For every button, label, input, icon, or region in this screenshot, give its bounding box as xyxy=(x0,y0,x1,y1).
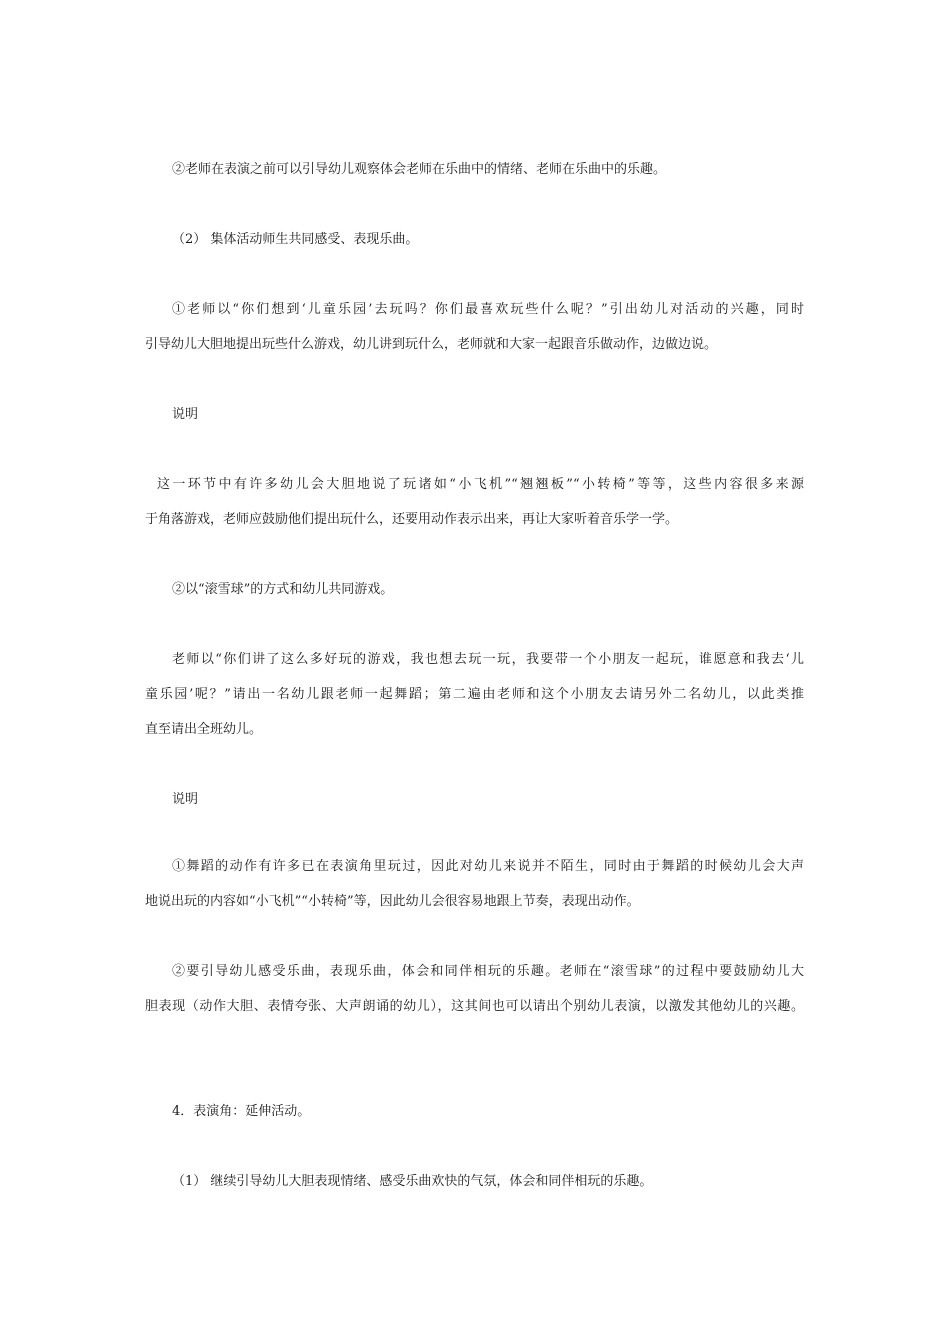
note-label-1: 说明 xyxy=(172,407,199,422)
note-2-point-2-line-2: 胆表现（动作大胆、表情夸张、大声朗诵的幼儿），这其间也可以请出个别幼儿表演，以激发其他幼儿的兴趣。 xyxy=(145,999,804,1014)
paragraph-step-2-observe: ②老师在表演之前可以引导幼儿观察体会老师在乐曲中的情绪、老师在乐曲中的乐趣。 xyxy=(172,162,667,177)
paragraph-teacher-line-1: 老师以“你们讲了这么多好玩的游戏，我也想去玩一玩，我要带一个小朋友一起玩，谁愿意和我去‘儿 xyxy=(172,652,804,667)
paragraph-step-1-line-1: ①老师以“你们想到‘儿童乐园’去玩吗？你们最喜欢玩些什么呢？”引出幼儿对活动的兴趣，同时 xyxy=(172,302,804,317)
note-1-line-1: 这一环节中有许多幼儿会大胆地说了玩诸如“小飞机”“翘翘板”“小转椅”等等，这些内容很多来源 xyxy=(157,477,804,492)
paragraph-teacher-line-3: 直至请出全班幼儿。 xyxy=(145,722,263,737)
note-1-line-2: 于角落游戏，老师应鼓励他们提出玩什么，还要用动作表示出来，再让大家听着音乐学一学。 xyxy=(145,512,679,527)
note-2-point-1-line-1: ①舞蹈的动作有许多已在表演角里玩过，因此对幼儿来说并不陌生，同时由于舞蹈的时候幼儿会大声 xyxy=(172,859,804,874)
paragraph-step-1-line-2: 引导幼儿大胆地提出玩些什么游戏，幼儿讲到玩什么，老师就和大家一起跟音乐做动作，边做边说。 xyxy=(145,337,718,352)
section-4-heading: 4．表演角：延伸活动。 xyxy=(172,1104,311,1119)
note-2-point-2-line-1: ②要引导幼儿感受乐曲，表现乐曲，体会和同伴相玩的乐趣。老师在“滚雪球”的过程中要鼓励幼儿大 xyxy=(172,964,804,979)
subheading-group-activity: （2） 集体活动师生共同感受、表现乐曲。 xyxy=(172,232,419,247)
paragraph-snowball: ②以“滚雪球”的方式和幼儿共同游戏。 xyxy=(172,582,394,597)
note-2-point-1-line-2: 地说出玩的内容如“小飞机”“小转椅”等，因此幼儿会很容易地跟上节奏，表现出动作。 xyxy=(145,894,640,909)
paragraph-continue-guide: （1） 继续引导幼儿大胆表现情绪、感受乐曲欢快的气氛，体会和同伴相玩的乐趣。 xyxy=(172,1174,653,1189)
note-label-2: 说明 xyxy=(172,792,199,807)
paragraph-teacher-line-2: 童乐园’呢？”请出一名幼儿跟老师一起舞蹈；第二遍由老师和这个小朋友去请另外二名幼儿，以此类推 xyxy=(145,687,804,702)
